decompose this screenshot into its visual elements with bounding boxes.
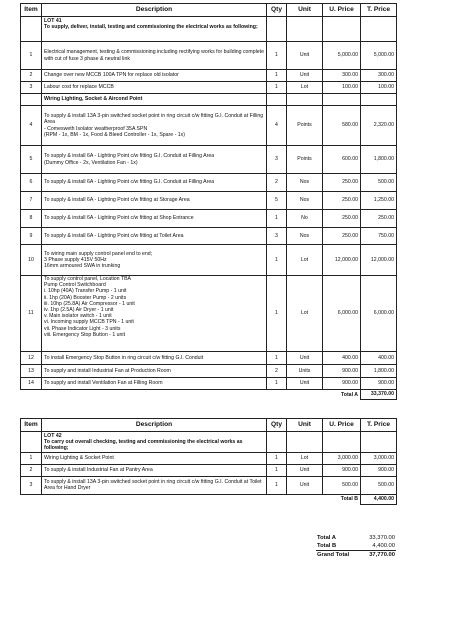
table-row: 3 To supply & install 13A 3-pin switched socket point in ring circuit c/w fitting G.I. Conduit at Toilet Area for Hand Dryer 1 Unit 500.00 500.00 [21, 476, 397, 494]
grand-total-summary [316, 534, 396, 559]
table-row: 5 To supply & install 6A - Lighting Point c/w fitting G.I. Conduit at Filling Area (Dummy Office - 2x, Ventilation Fan - 1x) 3 Points 600.00 1,800.00 [21, 146, 397, 174]
header-unit: Unit [287, 4, 323, 17]
total-a-label: Total A [341, 391, 358, 398]
table-row: 1 Electrical management, testing & commissioning including rectifying works for building complete with cut of fuse 3 phase & neutral link 1 Unit 5,000.00 5,000.00 [21, 42, 397, 70]
header-total-price: T. Price [361, 4, 397, 17]
table-row: 2 Change over new MCCB 100A TPN for replace old isolator 1 Unit 300.00 300.00 [21, 70, 397, 82]
control-panel-desc: To supply control panel, Location TBA Pump Control Switchboard i. 10hp (40A) Transfer Pump - 1 unit ii. 1hp (20A) Booster Pump - 2 units iii. 10hp (25.8A) Air Compressor - 1 unit iv. 1hp (2.5A) Air Dryer - 1 unit v. Main isolator switch - 1 unit vi. Incoming supply MCCB TPN - 1 unit vii. Phase Indicator Light - 3 units viii. Emergency Stop Button - 1 unit [42, 276, 267, 352]
lot42-title-cell [42, 432, 267, 453]
header-description: Description [42, 4, 267, 17]
total-a-row [21, 390, 397, 400]
section-heading: Wiring Lighting, Socket & Aircond Point [42, 94, 267, 106]
lot41-title-row [21, 17, 397, 42]
header-qty: Qty [267, 4, 287, 17]
header-unit-price: U. Price [323, 419, 361, 432]
header-unit: Unit [287, 419, 323, 432]
table-row: 7 To supply & install 6A - Lighting Point c/w fitting at Storage Area 5 Nos 250.00 1,250.00 [21, 192, 397, 210]
lot41-table [20, 3, 397, 400]
total-a-value: 33,370.00 [361, 390, 397, 400]
table-row: 11 To supply control panel, Location TBA Pump Control Switchboard i. 10hp (40A) Transfer Pump - 1 unit ii. 1hp (20A) Booster Pump - 2 units iii. 10hp (25.8A) Air Compressor - 1 unit iv. 1hp (2.5A) Air Dryer - 1 unit v. Main isolator switch - 1 unit vi. Incoming supply MCCB TPN - 1 unit vii. Phase Indicator Light - 3 units viii. Emergency Stop Button - 1 unit 1 Lot 6,000.00 6,000.00 [21, 276, 397, 352]
table-row: 1 Wiring Lighting & Socket Point 1 Lot 3,000.00 3,000.00 [21, 452, 397, 464]
lot42-title: LOT 42 [44, 433, 62, 439]
lot41-title: LOT 41 [44, 18, 62, 24]
table-row: 4 To supply & install 13A 3-pin switched socket point in ring circuit c/w fitting G.I. Conduit at Filling Area - Comesweth Isolator weatherproof 35A SPN (RPM - 1x, BM - 1x, Food & Bleed Controller - 1x, Spare - 1x) 4 Points 580.00 2,320.00 [21, 106, 397, 146]
lot42-header-row [21, 419, 397, 432]
header-description: Description [42, 419, 267, 432]
header-total-price: T. Price [361, 419, 397, 432]
lot42-title-row [21, 432, 397, 453]
header-item: Item [21, 419, 42, 432]
header-unit-price: U. Price [323, 4, 361, 17]
lot41-title-cell [42, 17, 267, 42]
table-row: 13 To supply and install Industrial Fan at Production Room 2 Units 900.00 1,800.00 [21, 365, 397, 378]
table-row: 6 To supply & install 6A - Lighting Point c/w fitting G.I. Conduit at Filling Area 2 Nos 250.00 500.00 [21, 174, 397, 192]
header-qty: Qty [267, 419, 287, 432]
header-item: Item [21, 4, 42, 17]
total-b-value: 4,400.00 [361, 494, 397, 504]
table-row: 10 To wiring main supply control panel end to end; 3 Phase supply 415V 50Hz 16mm armoured SWA in trunking 1 Lot 12,000.00 12,000.00 [21, 245, 397, 276]
summary-row-total-b: Total B 4,400.00 [317, 543, 395, 549]
total-b-row [21, 494, 397, 504]
lot41-header-row [21, 4, 397, 17]
summary-row-total-a: Total A 33,370.00 [317, 535, 395, 541]
table-row: 2 To supply & install Industrial Fan at Pantry Area 1 Unit 900.00 900.00 [21, 464, 397, 476]
table-row: 12 To install Emergency Stop Button in ring circuit c/w fitting G.I. Conduit 1 Unit 400.00 400.00 [21, 352, 397, 365]
summary-row-grand-total: Grand Total 37,770.00 [317, 552, 395, 558]
section-heading-row [21, 94, 397, 106]
lot42-table [20, 418, 397, 505]
lot41-subtitle: To supply, deliver, install, testing and commissioning the electrical works as following; [44, 24, 258, 31]
table-row: 8 To supply & install 6A - Lighting Point c/w fitting at Shop Entrance 1 No 250.00 250.00 [21, 210, 397, 228]
table-row: 3 Labour cost for replace MCCB 1 Lot 100.00 100.00 [21, 82, 397, 94]
table-row: 9 To supply & install 6A - Lighting Point c/w fitting at Toilet Area 3 Nos 250.00 750.00 [21, 228, 397, 245]
table-row: 14 To supply and install Ventilation Fan at Filling Room 1 Unit 900.00 900.00 [21, 378, 397, 390]
total-b-label: Total B [340, 496, 358, 503]
lot42-subtitle: To carry out overall checking, testing and commissioning the electrical works as following; [44, 439, 243, 452]
